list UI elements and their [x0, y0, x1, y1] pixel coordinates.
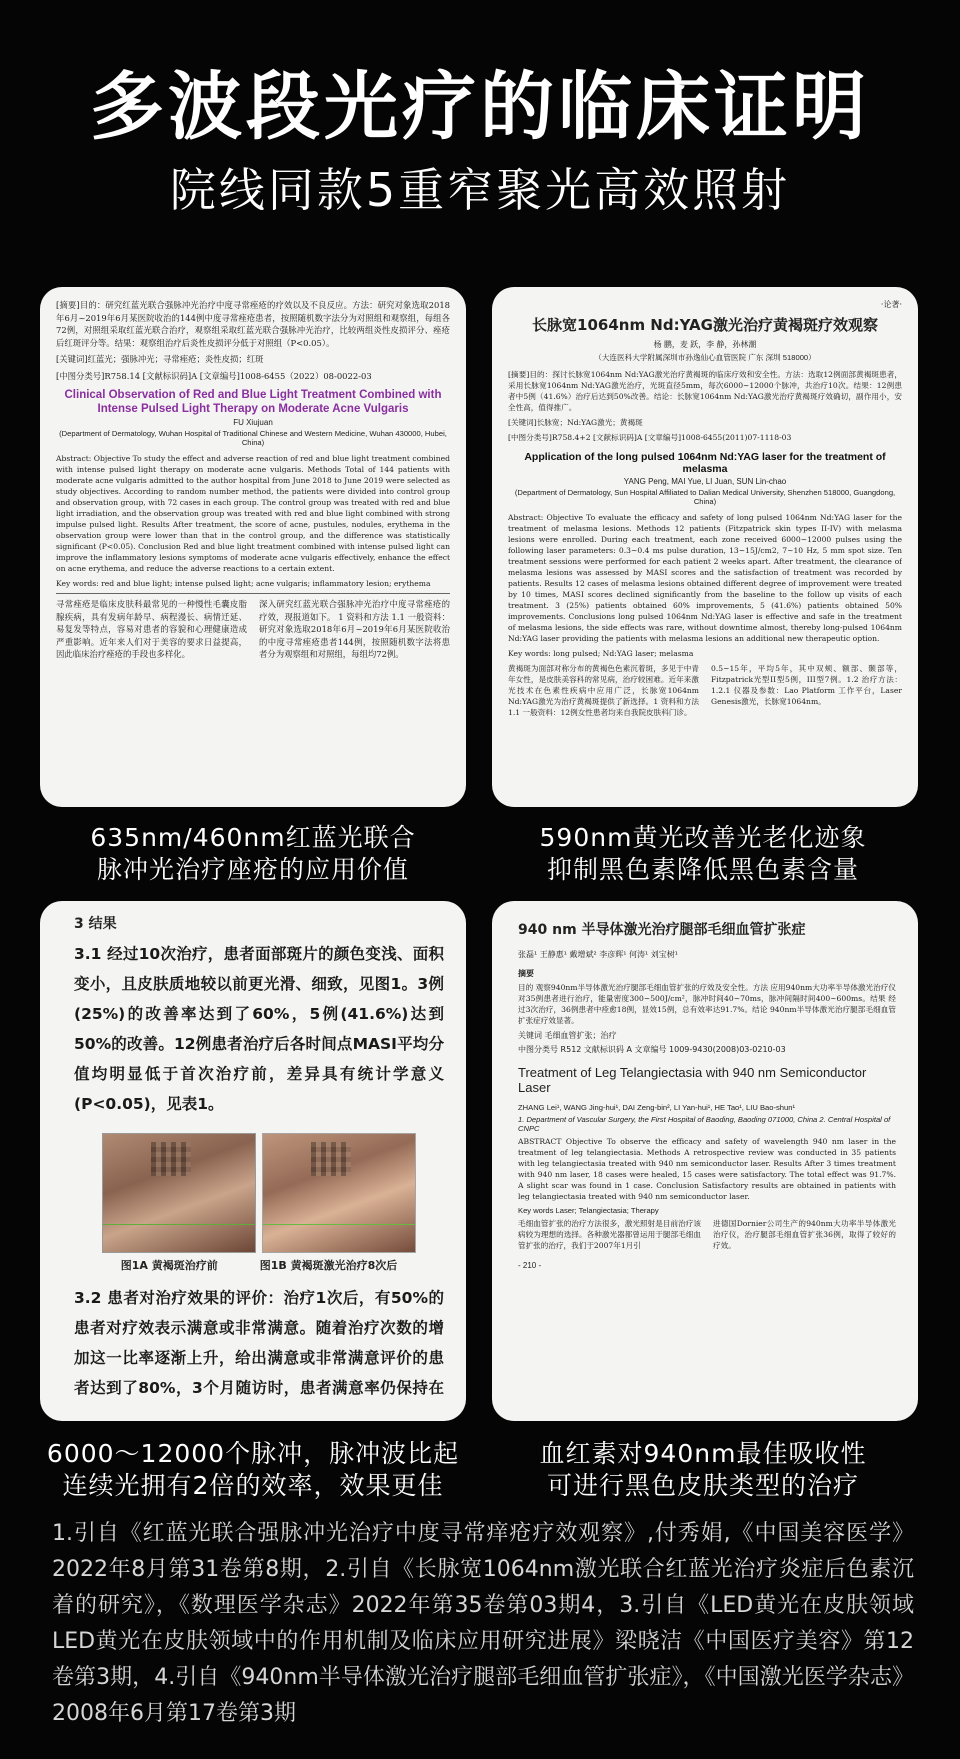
caption-1-line1: 635nm/460nm红蓝光联合: [90, 823, 416, 852]
paper-title-cn: 长脉宽1064nm Nd:YAG激光治疗黄褐斑疗效观察: [532, 316, 878, 334]
result-para-1: 3.1 经过10次治疗，患者面部斑片的颜色变浅、面积变小，且皮肤质地较以前更光滑、细致，见图1。3例(25%)的改善率达到了60%，5例(41.6%)达到50%的改善。12例患者治疗后各时间点MASI平均分值均明显低于首次治疗前，差异具有统计学意义(P<0.05)，见表1。: [74, 945, 444, 1113]
result-para-2: 3.2 患者对治疗效果的评价：治疗1次后，有50%的患者对疗效表示满意或非常满意。随着治疗次数的增加这一比率逐渐上升，给出满意或非常满意评价的患者达到了80%，3个月随访时，患者满意率仍保持在: [74, 1289, 444, 1397]
author-en: YANG Peng, MAI Yue, LI Juan, SUN Lin-chao: [623, 477, 787, 486]
body-left: 毛细血管扩张的治疗方法很多，激光照射是目前治疗该病较为理想的选择。各种激光器都曾运用于腿部毛细血管扩张的治疗，我们于2007年1月引: [518, 1219, 701, 1250]
author-en: ZHANG Lei¹, WANG Jing-hui¹, DAI Zeng-bin², LI Yan-hui¹, HE Tao¹, LIU Bao-shun¹: [518, 1103, 795, 1112]
paper-card-3: [40, 901, 466, 1421]
author-en: FU Xiujuan: [233, 418, 273, 427]
figure-captions: [74, 1257, 444, 1273]
classification-cn: [中图分类号]R758.4+2 [文献标识码]A [文章编号]1008-6455(2011)07-1118-03: [508, 433, 792, 442]
abstract-heading: 摘要: [518, 969, 534, 978]
keywords-en: Key words: long pulsed; Nd:YAG laser; melasma: [508, 649, 694, 658]
affiliation-en: (Department of Dermatology, Wuhan Hospital of Traditional Chinese and Western Medicine, Wuhan 430000, Hubei, China): [59, 429, 447, 447]
abstract-en: ABSTRACT Objective To observe the efficacy and safety of wavelength 940 nm laser in the treatment of leg telangiectasia. Methods A retrospective review was conducted in 35 patients with leg telangiectasia treated with 940 nm semiconductor laser. Results After 3 times treatment with 940 nm laser, 18 cases were healed, 15 cases were satisfactory. The total effect was 91.7%. A slight scar was found in 1 case. Conclusion Satisfactory results are obtained in patients with leg telangiectasia treated with 940 nm semiconductor laser.: [518, 1137, 896, 1201]
paper-card-4: [492, 901, 918, 1421]
abstract-cn: [摘要]目的：研究红蓝光联合强脉冲光治疗中度寻常痤疮的疗效以及不良反应。方法：研究对象选取2018年6月~2019年6月某医院收治的144例中度寻常痤疮患者，按照随机数字法分为对照组和观察组，每组各72例，对照组采取红蓝光联合治疗，观察组采取红蓝光联合强脉冲光治疗，比较两组炎性皮损评分、痤疮后红斑评分等。结果：观察组治疗后炎性皮损评分低于对照组（P<0.05）。: [56, 300, 450, 348]
abstract-cn: 目的 观察940nm半导体激光治疗腿部毛细血管扩张的疗效及安全性。方法 应用940nm大功率半导体激光治疗仪对35例患者进行治疗，能量密度300~500J/cm²，脉冲时间40~70ms，脉冲间隔时间400~600ms。结果 经过3次治疗，36例患者中痊愈18例，显效15例，总有效率达91.7%。结论 940nm半导体激光治疗腿部毛细血管扩张症疗效显著。: [518, 983, 896, 1025]
caption-4-line1: 血红素对940nm最佳吸收性: [539, 1439, 867, 1468]
authors-cn: 杨 鹏，麦 跃，李 静，孙林潮: [653, 340, 757, 349]
keywords-cn: [关键词]长脉宽；Nd:YAG激光；黄褐斑: [508, 418, 643, 427]
abstract-en: Abstract: Objective To evaluate the efficacy and safety of long pulsed 1064nm Nd:YAG laser for the treatment of melasma lesions. Methods 12 patients (Fitzpatrick skin types II-IV) with melasma lesions were enrolled. During each treatment, each zone received 6000~12000 pulses using the following laser parameters: 0.3~0.4 ms pulse duration, 13~15J/cm2, 7~10 Hz, 5 mm spot size. Ten treatment sessions were performed for each patient 2 weeks apart. After treatment, the clearance of melasma lesions was assessed by MASI scores and the satisfaction of treatment was recorded by patients. Results 12 cases of melasma lesions obtained different degree of improvement were treated by 10 times, MASI scores declined significantly from the baseline to the follow up visits of each treatment. 3 (25%) patients obtained 60% improvements, 5 (41.6%) patients obtained 50% improvements. Conclusions long pulsed 1064nm Nd:YAG laser is effective and safe in the treatment of melasma lesions, the side effects was rare, without downtime almost, thereby long-pulsed 1064nm Nd:YAG laser providing the patients with melasma lesions an additional new therapeutic option.: [508, 513, 902, 643]
caption-1-line2: 脉冲光治疗座疮的应用价值: [96, 855, 409, 884]
section-heading: 3 结果: [74, 916, 117, 932]
body-left: 寻常痤疮是临床皮肤科最常见的一种慢性毛囊皮脂腺疾病，具有发病年龄早、病程漫长、病情迁延、易复发等特点，容易对患者的容貌和心理健康造成严重影响。近年来人们对于美容的要求日益提高，因此临床治疗痤疮的手段也多样化。: [56, 599, 247, 659]
paper-title-cn: 940 nm 半导体激光治疗腿部毛细血管扩张症: [518, 922, 806, 938]
before-photo: [102, 1133, 256, 1253]
figure-caption-b: 图1B 黄褐斑激光治疗8次后: [259, 1259, 398, 1272]
keywords-cn: 关键词 毛细血管扩张；治疗: [518, 1031, 617, 1040]
caption-2-line1: 590nm黄光改善光老化迹象: [539, 823, 867, 852]
figure-caption-a: 图1A 黄褐斑治疗前: [120, 1259, 218, 1272]
page-title: 多波段光疗的临床证明: [90, 64, 870, 150]
guide-line: [103, 1224, 255, 1225]
paper-card-2: [492, 287, 918, 807]
figure-photos: [74, 1133, 444, 1253]
body-right: 0.5~15年，平均5年，其中双颊、额部、颞部等，Fitzpatrick光型II型5例，III型7例。1.2 治疗方法：1.2.1 仪器及参数：Lao Platform 工作平台，Laser Genesis激光，长脉宽1064nm。: [711, 664, 902, 706]
caption-3-line2: 连续光拥有2倍的效率，效果更佳: [62, 1471, 444, 1500]
abstract-cn: [摘要]目的：探讨长脉宽1064nm Nd:YAG激光治疗黄褐斑的临床疗效和安全性。方法：选取12例面部黄褐斑患者，采用长脉宽1064nm Nd:YAG激光治疗，光斑直径5mm，每次6000~12000个脉冲，共治疗10次。结果：12例患者中5例（41.6%）治疗后达到50%改善。结论：长脉宽1064nm Nd:YAG激光治疗黄褐斑疗效确切，副作用小，安全性高，值得推广。: [508, 370, 902, 412]
paper-title-en: Clinical Observation of Red and Blue Light Treatment Combined with Intense Pulsed Light Therapy on Moderate Acne Vulgaris: [64, 389, 442, 415]
guide-line: [263, 1224, 415, 1225]
body-left: 黄褐斑为面部对称分布的黄褐色色素沉着斑，多见于中青年女性，是皮肤美容科的常见病，治疗较困难。近年来激光技术在色素性疾病中应用广泛，长脉宽1064nm Nd:YAG激光为治疗黄褐斑提供了新选择。1 资料和方法 1.1 一般资料：12例女性患者均来自我院皮肤科门诊。: [508, 664, 699, 717]
paper-card-1: [40, 287, 466, 807]
after-photo: [262, 1133, 416, 1253]
paper-title-en: Treatment of Leg Telangiectasia with 940 nm Semiconductor Laser: [518, 1065, 867, 1095]
classification-cn: 中图分类号 R512 文献标识码 A 文章编号 1009-9430(2008)03-0210-03: [518, 1045, 786, 1054]
page-subtitle: 院线同款5重窄聚光高效照射: [169, 163, 791, 217]
mosaic-blur: [311, 1142, 351, 1176]
caption-1: [18, 822, 488, 886]
body-right: 深入研究红蓝光联合强脉冲光治疗中度寻常痤疮的疗效，现报道如下。 1 资料和方法 1.1 一般资料：研究对象选取2018年6月~2019年6月某医院收治的中度寻常痤疮患者144例，按照随机数字法将患者分为观察组和对照组，每组均72例。: [259, 599, 450, 659]
mosaic-blur: [151, 1142, 191, 1176]
caption-2: [468, 822, 938, 886]
affiliation-cn: （大连医科大学附属深圳市孙逸仙心血管医院 广东 深圳 518000）: [594, 353, 816, 362]
paper-title-en: Application of the long pulsed 1064nm Nd:YAG laser for the treatment of melasma: [524, 451, 886, 475]
caption-4-line2: 可进行黑色皮肤类型的治疗: [546, 1471, 859, 1500]
authors-cn: 张磊¹ 王静惠¹ 戴增斌² 李彦辉¹ 何涛¹ 刘宝树¹: [518, 950, 678, 959]
keywords-cn: [关键词]红蓝光；强脉冲光；寻常痤疮；炎性皮损；红斑: [56, 354, 264, 364]
reference-footnote: 1.引自《红蓝光联合强脉冲光治疗中度寻常痒疮疗效观察》,付秀娟,《中国美容医学》2022年8月第31卷第8期，2.引自《长脉宽1064nm激光联合红蓝光治疗炎症后色素沉着的研究》，《数理医学杂志》2022年第35卷第03期4，3.引自《LED黄光在皮肤领域LED黄光在皮肤领域中的作用机制及临床应用研究进展》梁晓洁《中国医疗美容》第12卷第3期，4.引自《940nm半导体激光治疗腿部毛细血管扩张症》，《中国激光医学杂志》2008年6月第17卷第3期: [52, 1521, 914, 1726]
page-number: - 210 -: [518, 1261, 542, 1270]
caption-2-line2: 抑制黑色素降低黑色素含量: [546, 855, 859, 884]
corner-tag: ·论著·: [880, 300, 902, 309]
divider: [56, 593, 450, 594]
abstract-en: Abstract: Objective To study the effect and adverse reaction of red and blue light treatment combined with intense pulsed light therapy on moderate acne vulgaris. Methods Total of 144 patients with moderate acne vulgaris admitted to the author hospital from June 2018 to June 2019 were selected as study objectives. According to random number method, the patients were divided into control group and observation group, with 72 cases in each group. The control group was treated with red and blue light irradiation, and the observation group was treated with red and blue light combined with strong impulse pulsed light. Results After treatment, the score of acne, pustules, nodules, erythema in the observation group were lower than that in the control group, and the difference was statistically significant (P<0.05). Conclusion Red and blue light treatment combined with intense pulsed light can improve the inflammatory lesions symptoms of moderate acne vulgaris effectively, enhance the effect on acne erythema, and reduce the adverse reactions to a certain extent.: [56, 454, 450, 573]
affiliation-en: 1. Department of Vascular Surgery, the First Hospital of Baoding, Baoding 071000, China 2. Central Hospital of CNPC: [518, 1115, 891, 1133]
caption-3: [18, 1438, 488, 1502]
body-right: 进德国Dornier公司生产的940nm大功率半导体激光治疗仪，治疗腿部毛细血管扩张36例，取得了较好的疗效。: [713, 1219, 896, 1250]
caption-4: [468, 1438, 938, 1502]
classification-cn: [中图分类号]R758.14 [文献标识码]A [文章编号]1008-6455（2022）08-0022-03: [56, 370, 372, 381]
affiliation-en: (Department of Dermatology, Sun Hospital Affiliated to Dalian Medical University, Shenzhen 518000, Guangdong, China): [514, 488, 896, 506]
caption-3-line1: 6000～12000个脉冲，脉冲波比起: [46, 1439, 460, 1468]
keywords-en: Key words Laser; Telangiectasia; Therapy: [518, 1206, 659, 1215]
keywords-en: Key words: red and blue light; intense pulsed light; acne vulgaris; inflammatory lesion; erythema: [56, 579, 431, 588]
